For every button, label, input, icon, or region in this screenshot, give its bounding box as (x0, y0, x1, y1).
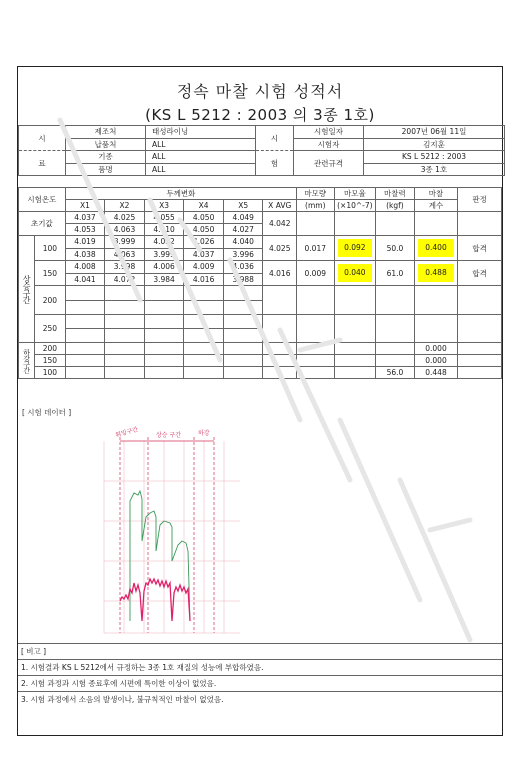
remarks-section (18, 643, 502, 707)
rising-force-150: 61.0 (376, 261, 415, 286)
cell: 4.016 (184, 273, 224, 286)
tester-value: 김지훈 (364, 138, 505, 151)
header-wear-amount: 마모량 (297, 188, 335, 200)
title-line-1: 정속 마찰 시험 성적서 (176, 82, 344, 101)
cell: 4.027 (223, 224, 263, 236)
header-x2: X2 (105, 200, 145, 212)
cell: 4.009 (184, 261, 224, 274)
cell: 3.984 (144, 273, 184, 286)
initial-label: 초기값 (19, 212, 66, 236)
rising-judge-150: 합격 (458, 261, 502, 286)
test-data-section-label: [ 시험 데이터 ] (22, 408, 72, 417)
cell (414, 212, 458, 236)
remark-line-2: 2. 시험 과정과 시험 종료후에 시편에 특이한 이상이 없었음. (18, 676, 502, 692)
remarks-header: [ 비고 ] (18, 644, 502, 660)
rising-wear-100: 0.017 (297, 236, 335, 261)
falling-force-100: 56.0 (376, 367, 415, 379)
standard-value-2: 3종 1호 (364, 163, 505, 176)
tester-label: 시험자 (294, 138, 364, 151)
cell (297, 212, 335, 236)
rising-judge-100: 합격 (458, 236, 502, 261)
info-value-maker: 태성라이닝 (146, 126, 256, 139)
info-label-model: 기종 (66, 151, 146, 164)
test-date-value: 2007년 06월 11일 (364, 126, 505, 139)
cell: 4.038 (65, 248, 105, 261)
cell: 4.037 (65, 212, 105, 224)
falling-coef-150: 0.000 (414, 355, 458, 367)
falling-coef-100: 0.448 (414, 367, 458, 379)
cell: 4.049 (223, 212, 263, 224)
rising-temp-150: 150 (35, 261, 65, 286)
header-xavg: X AVG (263, 200, 297, 212)
cell: 4.026 (184, 236, 224, 249)
cell: 4.010 (144, 224, 184, 236)
falling-temp-200: 200 (35, 343, 65, 355)
header-temp: 시험온도 (19, 188, 66, 212)
report-title (18, 67, 502, 126)
cell: 3.999 (105, 236, 145, 249)
cell: 4.050 (184, 224, 224, 236)
falling-force-150 (376, 355, 415, 367)
header-x3: X3 (144, 200, 184, 212)
header-wear-amount-unit: (mm) (297, 200, 335, 212)
test-group-label-bottom: 험 (256, 151, 294, 176)
rising-temp-250: 250 (35, 315, 65, 343)
header-friction-coef-2: 계수 (414, 200, 458, 212)
standard-value-1: KS L 5212 : 2003 (364, 151, 505, 164)
cell (376, 212, 415, 236)
header-judgement: 판정 (458, 188, 502, 212)
rising-rate-150: 0.040 (338, 264, 373, 282)
sample-group-label-top: 시 (19, 126, 66, 151)
cell: 3.999 (144, 248, 184, 261)
header-thickness: 두께변화 (65, 188, 296, 200)
cell: 3.998 (105, 261, 145, 274)
cell (458, 212, 502, 236)
rising-avg-150: 4.016 (263, 261, 297, 286)
friction-trace (120, 579, 190, 621)
header-x4: X4 (184, 200, 224, 212)
test-date-label: 시험일자 (294, 126, 364, 139)
header-friction-force: 마찰력 (376, 188, 415, 200)
rising-wear-150: 0.009 (297, 261, 335, 286)
cell: 4.019 (65, 236, 105, 249)
title-line-2: (KS L 5212 : 2003 의 3종 1호) (145, 106, 375, 124)
info-label-supplier: 납품처 (66, 138, 146, 151)
cell (334, 212, 376, 236)
rising-temp-100: 100 (35, 236, 65, 261)
cell: 4.032 (144, 236, 184, 249)
cell: 4.036 (223, 261, 263, 274)
initial-avg: 4.042 (263, 212, 297, 236)
falling-temp-100: 100 (35, 367, 65, 379)
standard-label: 관련규격 (294, 151, 364, 176)
header-wear-rate-unit: (×10^-7) (334, 200, 376, 212)
rising-force-100: 50.0 (376, 236, 415, 261)
falling-coef-200: 0.000 (414, 343, 458, 355)
info-label-maker: 제조처 (66, 126, 146, 139)
cell: 4.006 (144, 261, 184, 274)
cell: 4.063 (105, 248, 145, 261)
cell: 4.037 (184, 248, 224, 261)
rising-rate-100: 0.092 (338, 239, 373, 257)
falling-section-label: 하강구간 (19, 343, 35, 379)
cell: 4.055 (144, 212, 184, 224)
test-report-sheet (17, 66, 503, 736)
rising-coef-150: 0.488 (418, 264, 455, 282)
friction-trace-graph (90, 421, 250, 639)
falling-force-200 (376, 343, 415, 355)
rising-section-label: 상승구간 (19, 236, 35, 343)
cell: 4.041 (65, 273, 105, 286)
header-x5: X5 (223, 200, 263, 212)
warmup-section-label: 워밍구간 (114, 426, 139, 439)
info-value-product: ALL (146, 163, 256, 176)
header-friction-force-unit: (kgf) (376, 200, 415, 212)
info-table (18, 125, 505, 176)
cell: 4.025 (105, 212, 145, 224)
cell: 4.008 (65, 261, 105, 274)
rising-section-graph-label: 상승 구간 (156, 432, 182, 439)
header-friction-coef: 마찰 (414, 188, 458, 200)
cell: 4.053 (65, 224, 105, 236)
header-wear-rate: 마모율 (334, 188, 376, 200)
info-label-product: 품명 (66, 163, 146, 176)
remark-line-1: 1. 시험결과 KS L 5212에서 규정하는 3종 1호 재질의 성능에 부합하였음. (18, 660, 502, 676)
temperature-trace (130, 491, 190, 621)
falling-temp-150: 150 (35, 355, 65, 367)
remark-line-3: 3. 시험 과정에서 소음의 발생이나, 불규칙적인 마찰이 없었음. (21, 695, 224, 704)
cell: 4.040 (223, 236, 263, 249)
test-group-label-top: 시 (256, 126, 294, 151)
rising-avg-100: 4.025 (263, 236, 297, 261)
cell: 3.988 (223, 273, 263, 286)
header-x1: X1 (65, 200, 105, 212)
cell: 4.063 (105, 224, 145, 236)
info-value-model: ALL (146, 151, 256, 164)
sample-group-label-bottom: 료 (19, 151, 66, 176)
rising-coef-100: 0.400 (418, 239, 455, 257)
falling-section-graph-label: 하강 (198, 430, 210, 437)
rising-temp-200: 200 (35, 286, 65, 315)
cell: 3.996 (223, 248, 263, 261)
cell: 4.050 (184, 212, 224, 224)
info-value-supplier: ALL (146, 138, 256, 151)
cell: 4.072 (105, 273, 145, 286)
results-table (18, 187, 502, 379)
